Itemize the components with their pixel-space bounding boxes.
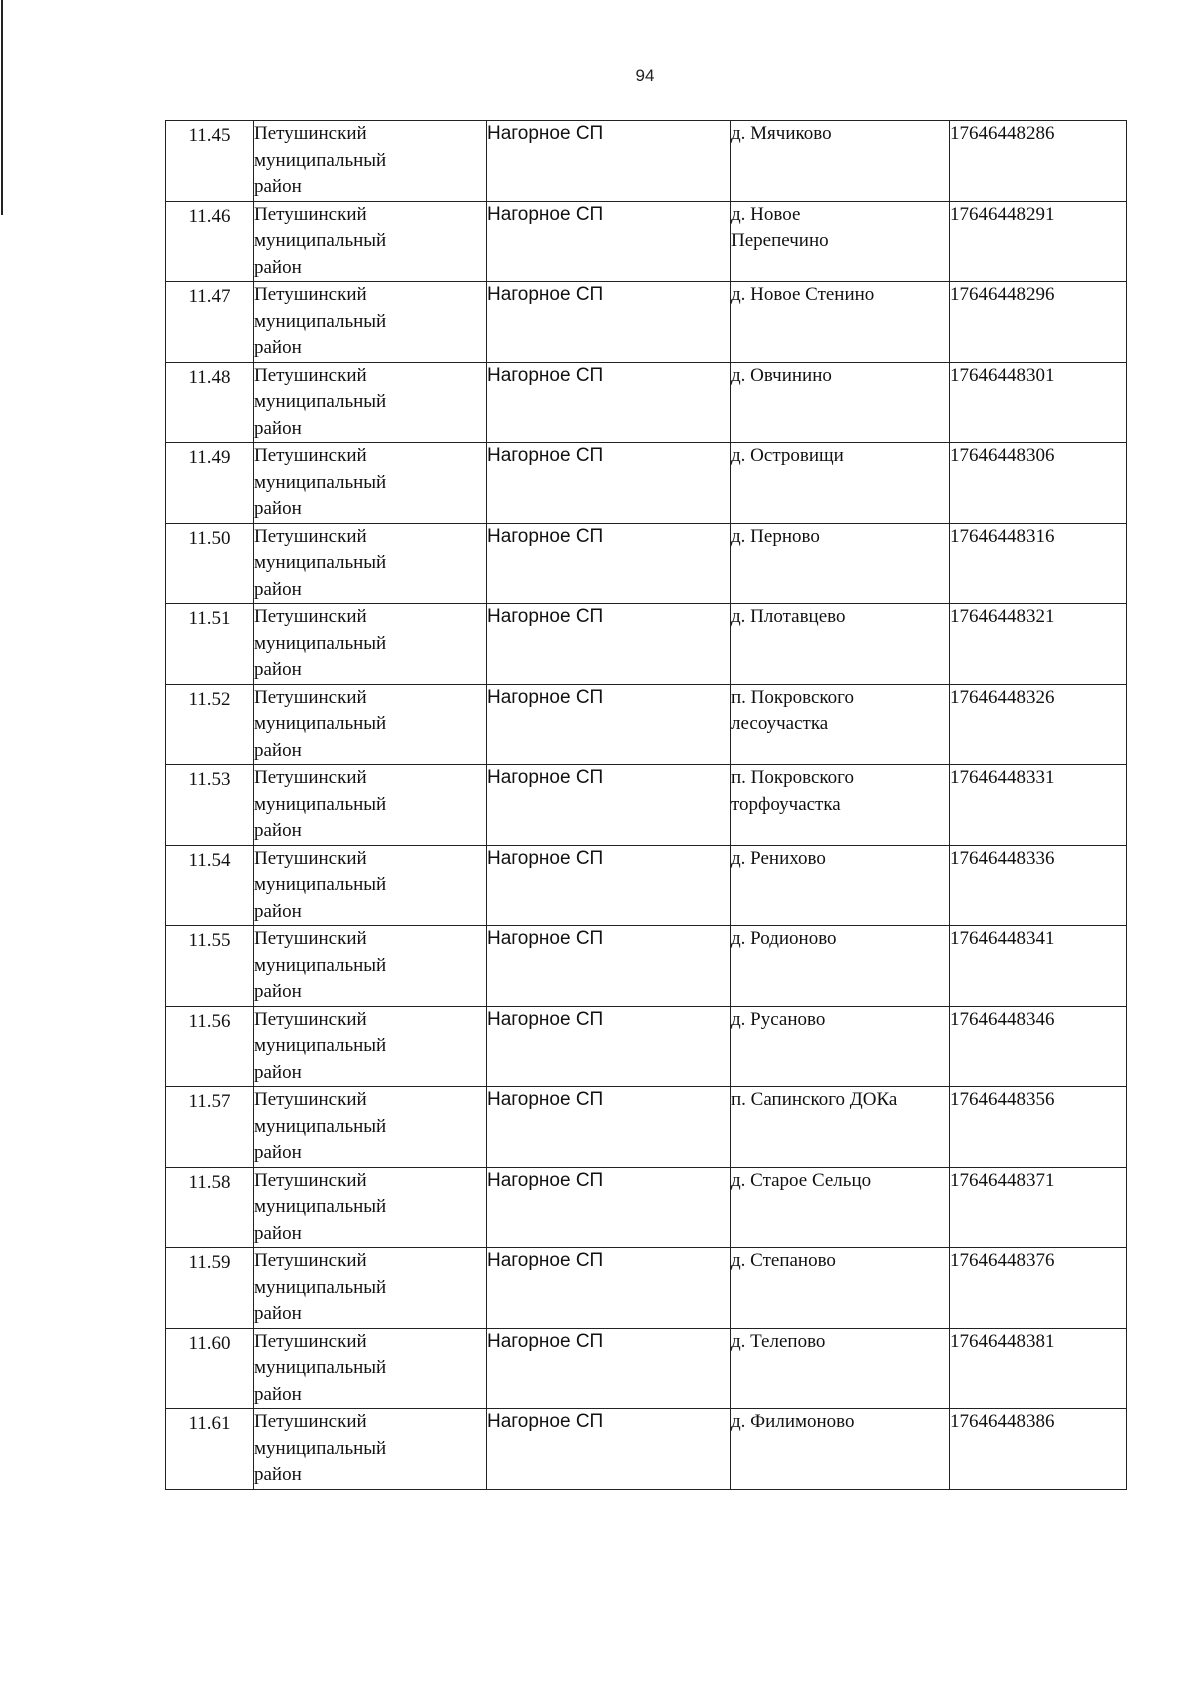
locality-line: д. Плотавцево xyxy=(731,606,846,627)
municipality-line: Петушинский xyxy=(254,606,367,627)
municipality-line: Петушинский xyxy=(254,1008,367,1030)
oktmo-code: 17646448386 xyxy=(950,1411,1055,1432)
municipality-cell xyxy=(254,443,487,524)
municipality-line: район xyxy=(254,1142,302,1163)
settlement-name: Нагорное СП xyxy=(487,284,604,305)
settlement-name: Нагорное СП xyxy=(487,1330,604,1352)
oktmo-code-cell xyxy=(950,282,1127,363)
locality-line: д. Островищи xyxy=(731,445,844,466)
oktmo-code: 17646448301 xyxy=(950,364,1055,386)
row-number-cell xyxy=(166,523,254,604)
settlement-cell xyxy=(487,926,731,1007)
settlement-cell xyxy=(487,1409,731,1490)
oktmo-code: 17646448321 xyxy=(950,606,1055,627)
municipality-line: район xyxy=(254,498,302,519)
municipality-cell xyxy=(254,926,487,1007)
row-number-cell xyxy=(166,1248,254,1329)
municipality-cell xyxy=(254,684,487,765)
locality-cell xyxy=(731,1248,950,1329)
municipality-line: Петушинский xyxy=(254,364,367,386)
settlement-name: Нагорное СП xyxy=(487,606,604,627)
oktmo-code-cell xyxy=(950,1328,1127,1409)
locality-line: д. Мячиково xyxy=(731,123,832,144)
settlement-name: Нагорное СП xyxy=(487,525,604,547)
row-number-cell xyxy=(166,1087,254,1168)
row-number-cell xyxy=(166,684,254,765)
municipality-line: район xyxy=(254,1464,302,1485)
row-number-cell xyxy=(166,1006,254,1087)
municipality-line: муниципальный xyxy=(254,391,387,412)
table-row xyxy=(166,926,1127,1007)
row-number: 11.60 xyxy=(188,1332,231,1354)
municipality-line: Петушинский xyxy=(254,445,367,466)
table-row xyxy=(166,765,1127,846)
row-number: 11.51 xyxy=(188,608,231,629)
municipality-cell xyxy=(254,845,487,926)
oktmo-code-cell xyxy=(950,845,1127,926)
municipality-line: муниципальный xyxy=(254,874,387,895)
locality-cell xyxy=(731,121,950,202)
oktmo-code-cell xyxy=(950,1006,1127,1087)
settlement-cell xyxy=(487,604,731,685)
oktmo-code-cell xyxy=(950,1167,1127,1248)
municipality-cell xyxy=(254,121,487,202)
municipality-line: Петушинский xyxy=(254,525,367,547)
row-number: 11.50 xyxy=(188,527,231,549)
row-number: 11.57 xyxy=(188,1091,231,1112)
municipality-cell xyxy=(254,1006,487,1087)
municipality-cell xyxy=(254,201,487,282)
municipality-line: муниципальный xyxy=(254,149,387,171)
row-number-cell xyxy=(166,765,254,846)
settlement-cell xyxy=(487,684,731,765)
oktmo-code-cell xyxy=(950,362,1127,443)
settlement-name: Нагорное СП xyxy=(487,847,604,869)
settlement-cell xyxy=(487,523,731,604)
municipality-line: муниципальный xyxy=(254,632,387,654)
oktmo-code: 17646448306 xyxy=(950,445,1055,466)
locality-line: торфоучастка xyxy=(731,793,841,815)
settlement-name: Нагорное СП xyxy=(487,445,604,466)
municipality-line: Петушинский xyxy=(254,284,367,305)
municipality-line: район xyxy=(254,659,302,680)
settlement-name: Нагорное СП xyxy=(487,928,604,949)
locality-cell xyxy=(731,1006,950,1087)
oktmo-code: 17646448331 xyxy=(950,767,1055,788)
oktmo-code: 17646448381 xyxy=(950,1330,1055,1352)
settlement-name: Нагорное СП xyxy=(487,1089,604,1110)
locality-cell xyxy=(731,765,950,846)
municipality-line: район xyxy=(254,256,302,278)
settlement-name: Нагорное СП xyxy=(487,1411,604,1432)
oktmo-code-cell xyxy=(950,684,1127,765)
settlement-cell xyxy=(487,1248,731,1329)
municipality-line: муниципальный xyxy=(254,1115,387,1137)
oktmo-code: 17646448336 xyxy=(950,847,1055,869)
municipality-line: муниципальный xyxy=(254,1035,387,1056)
settlement-cell xyxy=(487,362,731,443)
settlement-name: Нагорное СП xyxy=(487,686,604,708)
oktmo-code: 17646448296 xyxy=(950,284,1055,305)
locality-line: п. Покровского xyxy=(731,686,854,708)
municipality-line: район xyxy=(254,1383,302,1405)
municipality-line: муниципальный xyxy=(254,1276,387,1298)
oktmo-code: 17646448376 xyxy=(950,1250,1055,1271)
locality-cell xyxy=(731,1167,950,1248)
oktmo-code-cell xyxy=(950,523,1127,604)
oktmo-code-cell xyxy=(950,926,1127,1007)
row-number: 11.61 xyxy=(188,1413,231,1434)
locality-line: п. Сапинского ДОКа xyxy=(731,1089,898,1110)
row-number-cell xyxy=(166,282,254,363)
municipality-line: район xyxy=(254,739,302,761)
table-row xyxy=(166,684,1127,765)
locality-line: Перепечино xyxy=(731,230,829,251)
row-number: 11.52 xyxy=(188,688,231,710)
table-row xyxy=(166,1248,1127,1329)
row-number-cell xyxy=(166,443,254,524)
oktmo-code-cell xyxy=(950,765,1127,846)
row-number: 11.58 xyxy=(188,1171,231,1193)
locality-cell xyxy=(731,845,950,926)
row-number: 11.49 xyxy=(188,447,231,468)
settlement-name: Нагорное СП xyxy=(487,767,604,788)
municipality-line: муниципальный xyxy=(254,471,387,493)
municipality-line: район xyxy=(254,417,302,439)
table-row xyxy=(166,282,1127,363)
table-row xyxy=(166,1006,1127,1087)
row-number: 11.56 xyxy=(188,1010,231,1032)
locality-cell xyxy=(731,282,950,363)
locality-line: д. Новое Стенино xyxy=(731,284,875,305)
settlement-cell xyxy=(487,1006,731,1087)
municipality-cell xyxy=(254,1087,487,1168)
settlement-name: Нагорное СП xyxy=(487,1250,604,1271)
settlement-cell xyxy=(487,765,731,846)
municipality-line: район xyxy=(254,1222,302,1244)
row-number: 11.54 xyxy=(188,849,231,871)
municipality-line: Петушинский xyxy=(254,203,367,225)
settlement-name: Нагорное СП xyxy=(487,364,604,386)
municipality-line: район xyxy=(254,820,302,841)
oktmo-code: 17646448286 xyxy=(950,123,1055,144)
settlement-cell xyxy=(487,1167,731,1248)
municipality-line: муниципальный xyxy=(254,1357,387,1378)
table-row xyxy=(166,121,1127,202)
locality-line: д. Русаново xyxy=(731,1008,826,1030)
municipality-line: Петушинский xyxy=(254,1089,367,1110)
municipality-line: Петушинский xyxy=(254,1169,367,1191)
row-number: 11.46 xyxy=(188,205,231,227)
municipality-cell xyxy=(254,1167,487,1248)
locality-line: лесоучастка xyxy=(731,713,829,734)
locality-cell xyxy=(731,443,950,524)
row-number: 11.48 xyxy=(188,366,231,388)
municipality-line: муниципальный xyxy=(254,954,387,976)
row-number-cell xyxy=(166,1167,254,1248)
table-row xyxy=(166,201,1127,282)
municipality-cell xyxy=(254,523,487,604)
locality-cell xyxy=(731,362,950,443)
municipality-line: муниципальный xyxy=(254,552,387,573)
municipality-line: муниципальный xyxy=(254,1196,387,1217)
table-row xyxy=(166,443,1127,524)
locality-cell xyxy=(731,926,950,1007)
locality-cell xyxy=(731,1328,950,1409)
municipality-line: Петушинский xyxy=(254,686,367,708)
municipality-line: Петушинский xyxy=(254,1250,367,1271)
municipality-cell xyxy=(254,282,487,363)
municipality-line: район xyxy=(254,1303,302,1324)
locality-line: д. Ренихово xyxy=(731,847,826,869)
settlement-cell xyxy=(487,201,731,282)
settlement-name: Нагорное СП xyxy=(487,203,604,225)
table-row xyxy=(166,604,1127,685)
settlement-name: Нагорное СП xyxy=(487,123,604,144)
page-number: 94 xyxy=(635,66,655,85)
row-number: 11.47 xyxy=(188,286,231,307)
municipality-cell xyxy=(254,604,487,685)
settlement-cell xyxy=(487,443,731,524)
locality-cell xyxy=(731,1087,950,1168)
table-row xyxy=(166,1409,1127,1490)
oktmo-code-cell xyxy=(950,1087,1127,1168)
row-number: 11.53 xyxy=(188,769,231,790)
oktmo-code: 17646448356 xyxy=(950,1089,1055,1110)
locality-cell xyxy=(731,201,950,282)
municipality-line: район xyxy=(254,900,302,922)
locality-line: д. Старое Сельцо xyxy=(731,1169,872,1191)
settlements-table xyxy=(165,120,1127,1490)
row-number: 11.55 xyxy=(188,930,231,951)
settlement-cell xyxy=(487,845,731,926)
settlement-cell xyxy=(487,1328,731,1409)
locality-line: д. Телепово xyxy=(731,1330,826,1352)
locality-line: п. Покровского xyxy=(731,767,854,788)
settlement-cell xyxy=(487,282,731,363)
locality-cell xyxy=(731,604,950,685)
oktmo-code: 17646448291 xyxy=(950,203,1055,225)
table-body xyxy=(166,121,1127,1490)
municipality-cell xyxy=(254,362,487,443)
municipality-cell xyxy=(254,1248,487,1329)
oktmo-code-cell xyxy=(950,443,1127,524)
municipality-cell xyxy=(254,765,487,846)
oktmo-code: 17646448326 xyxy=(950,686,1055,708)
locality-line: д. Степаново xyxy=(731,1250,836,1271)
municipality-line: Петушинский xyxy=(254,767,367,788)
table-row xyxy=(166,362,1127,443)
row-number-cell xyxy=(166,1409,254,1490)
row-number: 11.45 xyxy=(188,125,231,146)
locality-line: д. Филимоново xyxy=(731,1411,855,1432)
oktmo-code-cell xyxy=(950,1409,1127,1490)
row-number-cell xyxy=(166,845,254,926)
municipality-line: муниципальный xyxy=(254,793,387,815)
row-number-cell xyxy=(166,1328,254,1409)
row-number: 11.59 xyxy=(188,1252,231,1273)
locality-cell xyxy=(731,523,950,604)
row-number-cell xyxy=(166,201,254,282)
oktmo-code-cell xyxy=(950,201,1127,282)
settlement-cell xyxy=(487,121,731,202)
table-row xyxy=(166,1328,1127,1409)
table-row xyxy=(166,1087,1127,1168)
municipality-line: район xyxy=(254,1061,302,1083)
municipality-line: Петушинский xyxy=(254,1330,367,1352)
locality-cell xyxy=(731,684,950,765)
municipality-line: район xyxy=(254,337,302,358)
settlement-name: Нагорное СП xyxy=(487,1008,604,1030)
locality-line: д. Новое xyxy=(731,203,801,225)
oktmo-code-cell xyxy=(950,604,1127,685)
municipality-line: Петушинский xyxy=(254,928,367,949)
oktmo-code-cell xyxy=(950,1248,1127,1329)
settlement-name: Нагорное СП xyxy=(487,1169,604,1191)
row-number-cell xyxy=(166,362,254,443)
settlement-cell xyxy=(487,1087,731,1168)
table-row xyxy=(166,1167,1127,1248)
oktmo-code-cell xyxy=(950,121,1127,202)
municipality-cell xyxy=(254,1328,487,1409)
locality-cell xyxy=(731,1409,950,1490)
municipality-line: муниципальный xyxy=(254,1437,387,1459)
municipality-line: район xyxy=(254,981,302,1002)
locality-line: д. Овчинино xyxy=(731,364,832,386)
municipality-cell xyxy=(254,1409,487,1490)
scan-edge-mark xyxy=(1,0,3,215)
oktmo-code: 17646448371 xyxy=(950,1169,1055,1191)
oktmo-code: 17646448341 xyxy=(950,928,1055,949)
municipality-line: Петушинский xyxy=(254,1411,367,1432)
row-number-cell xyxy=(166,926,254,1007)
row-number-cell xyxy=(166,121,254,202)
oktmo-code: 17646448346 xyxy=(950,1008,1055,1030)
municipality-line: муниципальный xyxy=(254,713,387,734)
table-row xyxy=(166,845,1127,926)
oktmo-code: 17646448316 xyxy=(950,525,1055,547)
row-number-cell xyxy=(166,604,254,685)
table-row xyxy=(166,523,1127,604)
municipality-line: Петушинский xyxy=(254,847,367,869)
locality-line: д. Перново xyxy=(731,525,820,547)
municipality-line: район xyxy=(254,176,302,197)
municipality-line: муниципальный xyxy=(254,230,387,251)
municipality-line: муниципальный xyxy=(254,310,387,332)
municipality-line: Петушинский xyxy=(254,123,367,144)
locality-line: д. Родионово xyxy=(731,928,837,949)
municipality-line: район xyxy=(254,578,302,600)
